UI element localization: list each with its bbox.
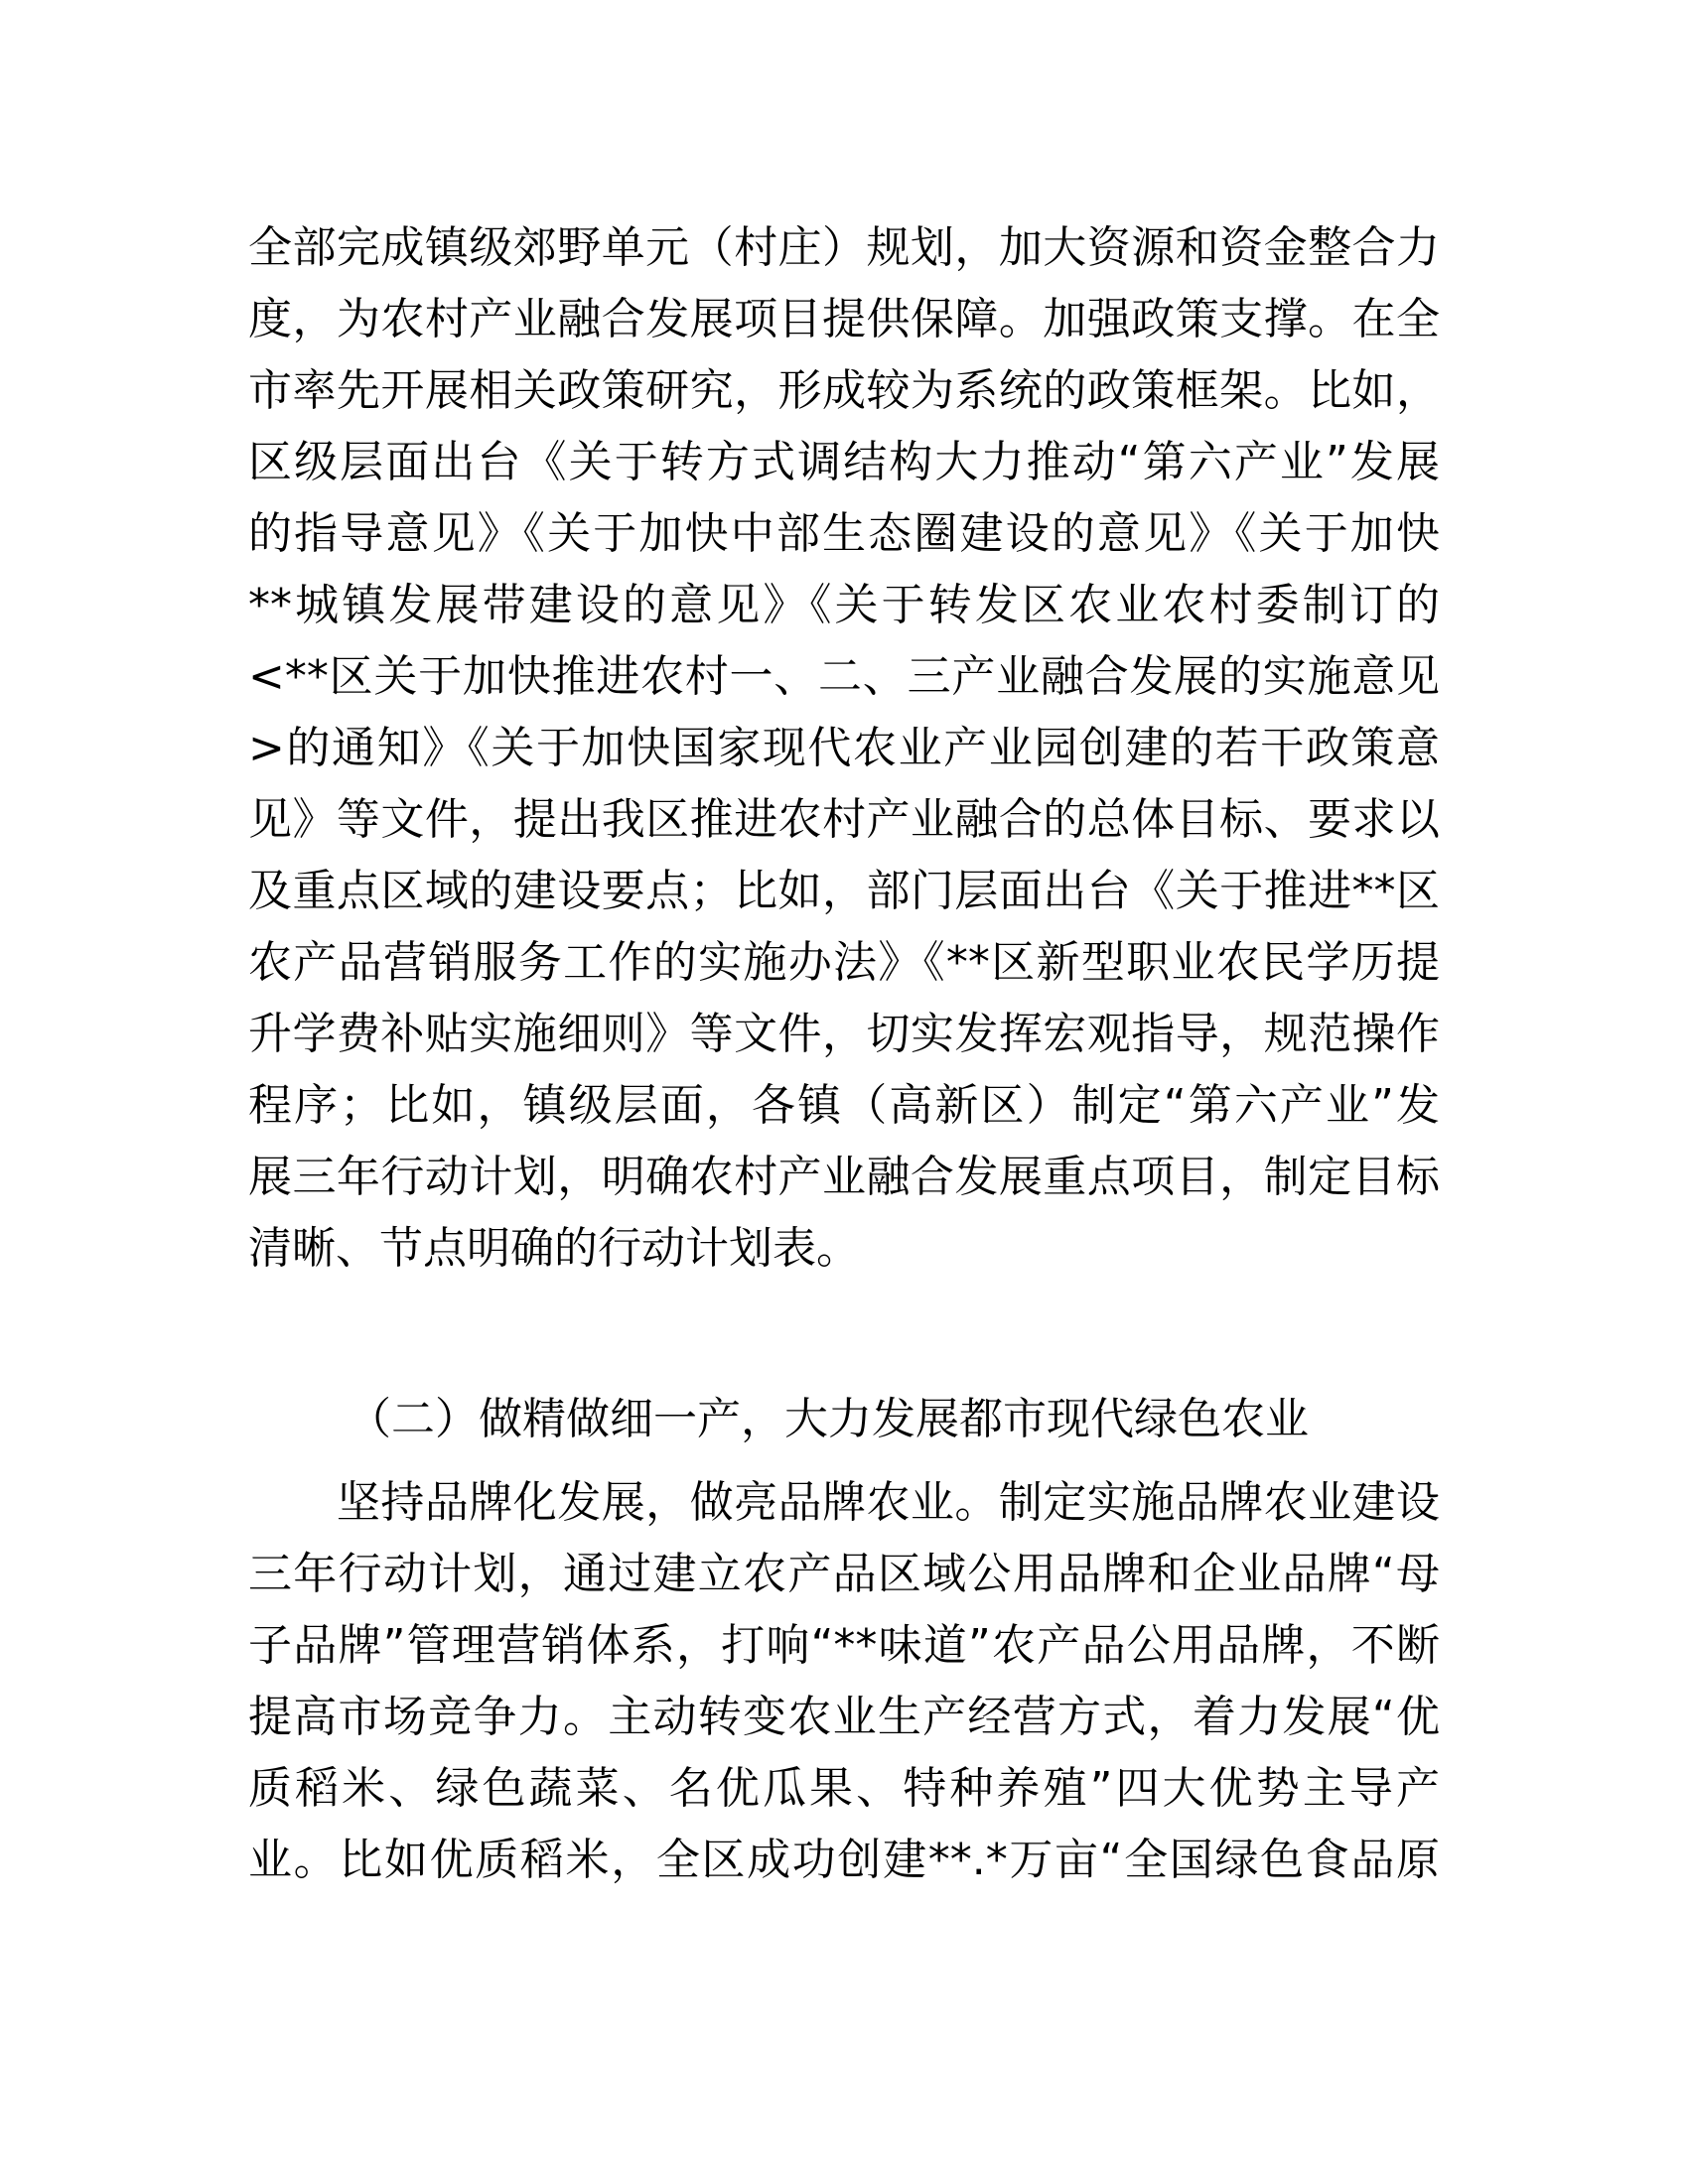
text-line: 见》等文件，提出我区推进农村产业融合的总体目标、要求以 xyxy=(248,794,1440,845)
text-line: <**区关于加快推进农村一、二、三产业融合发展的实施意见 xyxy=(248,651,1440,702)
text-line: **城镇发展带建设的意见》《关于转发区农业农村委制订的 xyxy=(248,580,1440,630)
text-line: 全部完成镇级郊野单元（村庄）规划，加大资源和资金整合力 xyxy=(248,222,1440,273)
section-heading: （二）做精做细一产，大力发展都市现代绿色农业 xyxy=(348,1394,1309,1444)
text-line: 区级层面出台《关于转方式调结构大力推动“第六产业”发展 xyxy=(248,437,1440,487)
text-line: 升学费补贴实施细则》等文件，切实发挥宏观指导，规范操作 xyxy=(248,1009,1440,1059)
text-line: 展三年行动计划，明确农村产业融合发展重点项目，制定目标 xyxy=(248,1152,1440,1202)
paragraph-brand-agriculture xyxy=(248,1467,1440,1896)
text-line: 坚持品牌化发展，做亮品牌农业。制定实施品牌农业建设 xyxy=(248,1477,1440,1528)
text-line: >的通知》《关于加快国家现代农业产业园创建的若干政策意 xyxy=(248,723,1440,773)
text-line: 子品牌”管理营销体系，打响“**味道”农产品公用品牌，不断 xyxy=(248,1620,1440,1671)
text-line: 三年行动计划，通过建立农产品区域公用品牌和企业品牌“母 xyxy=(248,1549,1440,1599)
text-line: 的指导意见》《关于加快中部生态圈建设的意见》《关于加快 xyxy=(248,508,1440,559)
text-line: 及重点区域的建设要点；比如，部门层面出台《关于推进**区 xyxy=(248,866,1440,916)
text-line: 业。比如优质稻米，全区成功创建**.*万亩“全国绿色食品原 xyxy=(248,1835,1440,1885)
text-line: 农产品营销服务工作的实施办法》《**区新型职业农民学历提 xyxy=(248,937,1440,988)
text-line: 度，为农村产业融合发展项目提供保障。加强政策支撑。在全 xyxy=(248,294,1440,344)
text-line: 清晰、节点明确的行动计划表。 xyxy=(248,1223,860,1274)
text-line: 市率先开展相关政策研究，形成较为系统的政策框架。比如， xyxy=(248,365,1440,416)
text-line: 程序；比如，镇级层面，各镇（高新区）制定“第六产业”发 xyxy=(248,1080,1440,1131)
text-line: 质稻米、绿色蔬菜、名优瓜果、特种养殖”四大优势主导产 xyxy=(248,1763,1440,1814)
paragraph-policy-support xyxy=(248,212,1440,1285)
text-line: 提高市场竞争力。主动转变农业生产经营方式，着力发展“优 xyxy=(248,1692,1440,1742)
